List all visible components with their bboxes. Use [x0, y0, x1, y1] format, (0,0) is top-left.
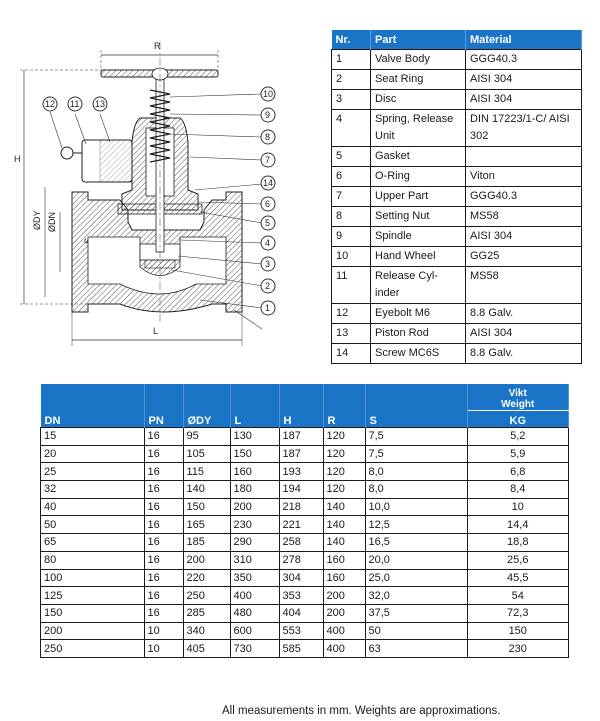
dims-cell-dn: 250	[41, 640, 145, 658]
dims-cell-l: 350	[230, 569, 279, 587]
callout-12	[43, 97, 57, 111]
dims-cell-dy: 165	[183, 516, 230, 534]
dims-cell-dy: 405	[183, 640, 230, 658]
dims-cell-kg: 25,6	[467, 551, 569, 569]
dim-label-dn: ØDN	[47, 212, 57, 232]
dims-cell-pn: 16	[144, 569, 183, 587]
dimensions-table	[40, 384, 569, 658]
parts-row	[332, 50, 582, 70]
dims-cell-s: 10,0	[365, 498, 467, 516]
svg-text:11: 11	[70, 99, 80, 109]
dims-header-dy: ØDY	[183, 384, 230, 428]
parts-row	[332, 207, 582, 227]
parts-cell-material: AISI 304	[466, 90, 582, 110]
dims-cell-h: 194	[279, 481, 323, 499]
dims-cell-s: 50	[365, 622, 467, 640]
parts-cell-material: DIN 17223/1-C/ AISI 302	[466, 110, 582, 147]
parts-cell-part: Spring, Release Unit	[371, 110, 466, 147]
parts-cell-part: Upper Part	[371, 187, 466, 207]
parts-cell-part: Release Cyl- inder	[371, 267, 466, 304]
parts-material-table	[331, 30, 582, 364]
dims-cell-s: 8,0	[365, 481, 467, 499]
svg-text:5: 5	[265, 218, 271, 228]
callout-8	[261, 130, 275, 144]
dims-cell-kg: 8,4	[467, 481, 569, 499]
parts-cell-part: Hand Wheel	[371, 247, 466, 267]
callout-13	[93, 97, 107, 111]
parts-row	[332, 70, 582, 90]
dims-row	[41, 551, 569, 569]
parts-cell-part: Disc	[371, 90, 466, 110]
dims-cell-dn: 150	[41, 604, 145, 622]
dims-cell-pn: 16	[144, 604, 183, 622]
parts-cell-material: MS58	[466, 207, 582, 227]
dims-cell-r: 120	[323, 428, 365, 446]
hand-wheel	[101, 68, 218, 80]
dims-cell-pn: 16	[144, 428, 183, 446]
callout-14	[261, 176, 275, 190]
dims-cell-pn: 16	[144, 481, 183, 499]
parts-cell-num: 10	[332, 247, 371, 267]
dims-cell-r: 140	[323, 534, 365, 552]
dims-cell-l: 150	[230, 445, 279, 463]
callout-11	[68, 97, 82, 111]
dims-cell-r: 400	[323, 622, 365, 640]
svg-text:10: 10	[263, 89, 274, 99]
dims-header-weight	[467, 384, 569, 411]
dims-row	[41, 463, 569, 481]
dims-cell-h: 353	[279, 587, 323, 605]
dims-header-kg: KG	[467, 411, 569, 428]
dims-cell-l: 310	[230, 551, 279, 569]
dims-cell-dy: 185	[183, 534, 230, 552]
dims-cell-dn: 15	[41, 428, 145, 446]
parts-cell-material: 8.8 Galv.	[466, 304, 582, 324]
parts-row	[332, 187, 582, 207]
parts-row	[332, 324, 582, 344]
parts-cell-part: Screw MC6S	[371, 344, 466, 364]
svg-text:1: 1	[265, 303, 271, 313]
parts-cell-material: AISI 304	[466, 70, 582, 90]
svg-text:9: 9	[265, 110, 271, 120]
parts-cell-num: 8	[332, 207, 371, 227]
dims-cell-kg: 72,3	[467, 604, 569, 622]
parts-cell-material: GG25	[466, 247, 582, 267]
dims-cell-s: 7,5	[365, 428, 467, 446]
dims-cell-dy: 115	[183, 463, 230, 481]
dims-cell-dn: 125	[41, 587, 145, 605]
dims-header-dn: DN	[41, 384, 145, 428]
weight-label-weight: Weight	[501, 399, 535, 410]
dims-cell-dn: 32	[41, 481, 145, 499]
svg-text:12: 12	[45, 99, 56, 109]
dims-cell-s: 7,5	[365, 445, 467, 463]
parts-cell-num: 6	[332, 167, 371, 187]
parts-cell-material: AISI 304	[466, 227, 582, 247]
callout-4	[261, 236, 275, 250]
parts-row	[332, 247, 582, 267]
dims-row	[41, 481, 569, 499]
dims-cell-s: 8,0	[365, 463, 467, 481]
parts-cell-material: Viton	[466, 167, 582, 187]
dims-row	[41, 445, 569, 463]
parts-cell-material: GGG40.3	[466, 187, 582, 207]
dims-row	[41, 587, 569, 605]
dims-cell-h: 304	[279, 569, 323, 587]
dims-cell-h: 553	[279, 622, 323, 640]
parts-cell-num: 9	[332, 227, 371, 247]
parts-header-row	[332, 30, 582, 50]
dims-cell-r: 140	[323, 498, 365, 516]
parts-cell-part: Setting Nut	[371, 207, 466, 227]
parts-cell-material: AISI 304	[466, 324, 582, 344]
dims-cell-l: 160	[230, 463, 279, 481]
parts-row	[332, 267, 582, 304]
dim-r	[101, 41, 218, 70]
parts-row	[332, 304, 582, 324]
release-cylinder	[61, 140, 132, 182]
parts-cell-num: 1	[332, 50, 371, 70]
dims-cell-s: 16,5	[365, 534, 467, 552]
dims-cell-r: 400	[323, 640, 365, 658]
dims-cell-dy: 105	[183, 445, 230, 463]
dims-cell-dn: 200	[41, 622, 145, 640]
dims-cell-dy: 150	[183, 498, 230, 516]
dims-cell-l: 600	[230, 622, 279, 640]
dim-label-l: L	[153, 326, 159, 336]
callout-7	[261, 153, 275, 167]
parts-header-nr: Nr.	[332, 30, 371, 50]
dims-cell-l: 480	[230, 604, 279, 622]
dims-header-h: H	[279, 384, 323, 428]
parts-cell-material: 8.8 Galv.	[466, 344, 582, 364]
parts-cell-num: 14	[332, 344, 371, 364]
dims-cell-h: 404	[279, 604, 323, 622]
dims-cell-pn: 10	[144, 640, 183, 658]
dims-row	[41, 622, 569, 640]
dims-cell-h: 218	[279, 498, 323, 516]
dims-row	[41, 498, 569, 516]
parts-cell-material: MS58	[466, 267, 582, 304]
dims-cell-r: 200	[323, 604, 365, 622]
dims-cell-kg: 230	[467, 640, 569, 658]
dims-cell-h: 193	[279, 463, 323, 481]
dims-row	[41, 516, 569, 534]
parts-cell-material: GGG40.3	[466, 50, 582, 70]
dims-cell-kg: 54	[467, 587, 569, 605]
dims-cell-dy: 250	[183, 587, 230, 605]
dims-cell-r: 160	[323, 551, 365, 569]
parts-cell-part: Gasket	[371, 147, 466, 167]
dims-cell-l: 180	[230, 481, 279, 499]
dims-cell-h: 585	[279, 640, 323, 658]
dims-cell-r: 140	[323, 516, 365, 534]
dim-label-r: R	[154, 41, 161, 51]
dims-cell-r: 200	[323, 587, 365, 605]
dims-cell-h: 278	[279, 551, 323, 569]
callout-6	[261, 197, 275, 211]
dims-cell-pn: 10	[144, 622, 183, 640]
dims-cell-l: 130	[230, 428, 279, 446]
parts-cell-num: 11	[332, 267, 371, 304]
parts-row	[332, 110, 582, 147]
dims-cell-dn: 50	[41, 516, 145, 534]
dims-cell-s: 37,5	[365, 604, 467, 622]
parts-header-part: Part	[371, 30, 466, 50]
parts-cell-part: Piston Rod	[371, 324, 466, 344]
callout-2	[261, 279, 275, 293]
dims-cell-r: 160	[323, 569, 365, 587]
dim-l	[72, 312, 242, 346]
dims-cell-dy: 140	[183, 481, 230, 499]
dims-cell-dn: 20	[41, 445, 145, 463]
dims-cell-s: 12,5	[365, 516, 467, 534]
dims-cell-l: 230	[230, 516, 279, 534]
dims-cell-pn: 16	[144, 516, 183, 534]
dims-cell-pn: 16	[144, 445, 183, 463]
svg-text:2: 2	[265, 281, 271, 291]
svg-text:13: 13	[95, 99, 106, 109]
dims-header-pn: PN	[144, 384, 183, 428]
svg-text:8: 8	[265, 132, 271, 142]
dims-cell-kg: 14,4	[467, 516, 569, 534]
valve-cross-section-drawing	[0, 22, 322, 362]
dims-cell-dy: 200	[183, 551, 230, 569]
dims-cell-dn: 65	[41, 534, 145, 552]
dims-header-s: S	[365, 384, 467, 428]
callout-3	[261, 257, 275, 271]
dims-cell-dy: 95	[183, 428, 230, 446]
parts-cell-part: O-Ring	[371, 167, 466, 187]
footnote: All measurements in mm. Weights are approximations.	[222, 705, 501, 717]
parts-row	[332, 167, 582, 187]
svg-text:4: 4	[265, 238, 271, 248]
callout-10	[261, 87, 275, 101]
dims-cell-kg: 5,9	[467, 445, 569, 463]
dims-cell-h: 221	[279, 516, 323, 534]
parts-row	[332, 344, 582, 364]
dim-label-dy: ØDY	[32, 210, 42, 230]
dims-cell-l: 400	[230, 587, 279, 605]
dims-header-l: L	[230, 384, 279, 428]
dims-cell-l: 200	[230, 498, 279, 516]
parts-cell-part: Seat Ring	[371, 70, 466, 90]
dims-cell-r: 120	[323, 463, 365, 481]
callout-1	[261, 301, 275, 315]
svg-text:7: 7	[265, 155, 271, 165]
dims-cell-dy: 340	[183, 622, 230, 640]
dims-cell-s: 32,0	[365, 587, 467, 605]
dims-header-r: R	[323, 384, 365, 428]
dims-cell-dy: 285	[183, 604, 230, 622]
dims-cell-dn: 100	[41, 569, 145, 587]
dims-row	[41, 534, 569, 552]
dims-cell-s: 20,0	[365, 551, 467, 569]
dims-cell-dn: 80	[41, 551, 145, 569]
dims-cell-s: 25,0	[365, 569, 467, 587]
parts-row	[332, 227, 582, 247]
dims-header-row	[41, 384, 569, 411]
weight-label-vikt: Vikt	[508, 388, 527, 399]
parts-cell-num: 5	[332, 147, 371, 167]
dims-row	[41, 569, 569, 587]
dims-cell-h: 187	[279, 428, 323, 446]
dims-cell-h: 258	[279, 534, 323, 552]
dims-row	[41, 428, 569, 446]
dims-cell-l: 730	[230, 640, 279, 658]
dims-cell-kg: 6,8	[467, 463, 569, 481]
svg-text:6: 6	[265, 199, 271, 209]
dims-cell-pn: 16	[144, 534, 183, 552]
parts-cell-num: 13	[332, 324, 371, 344]
dims-cell-s: 63	[365, 640, 467, 658]
svg-text:3: 3	[265, 259, 271, 269]
dims-cell-r: 120	[323, 445, 365, 463]
parts-cell-num: 2	[332, 70, 371, 90]
parts-row	[332, 90, 582, 110]
callout-5	[261, 216, 275, 230]
parts-cell-part: Spindle	[371, 227, 466, 247]
dims-cell-dn: 40	[41, 498, 145, 516]
dims-cell-dn: 25	[41, 463, 145, 481]
parts-cell-part: Valve Body	[371, 50, 466, 70]
dims-cell-h: 187	[279, 445, 323, 463]
dims-row	[41, 604, 569, 622]
svg-text:14: 14	[263, 178, 274, 188]
dims-cell-pn: 16	[144, 587, 183, 605]
dims-cell-kg: 150	[467, 622, 569, 640]
dims-cell-pn: 16	[144, 498, 183, 516]
parts-row	[332, 147, 582, 167]
dims-cell-pn: 16	[144, 551, 183, 569]
dims-cell-l: 290	[230, 534, 279, 552]
dims-cell-kg: 10	[467, 498, 569, 516]
parts-cell-part: Eyebolt M6	[371, 304, 466, 324]
parts-cell-num: 7	[332, 187, 371, 207]
dims-cell-kg: 5,2	[467, 428, 569, 446]
dim-label-h: H	[14, 154, 21, 164]
parts-cell-num: 4	[332, 110, 371, 147]
parts-cell-num: 12	[332, 304, 371, 324]
dims-cell-dy: 220	[183, 569, 230, 587]
callout-9	[261, 108, 275, 122]
parts-cell-material	[466, 147, 582, 167]
parts-header-material: Material	[466, 30, 582, 50]
dims-row	[41, 640, 569, 658]
dims-cell-pn: 16	[144, 463, 183, 481]
parts-cell-num: 3	[332, 90, 371, 110]
dims-cell-r: 120	[323, 481, 365, 499]
dims-cell-kg: 45,5	[467, 569, 569, 587]
dims-cell-kg: 18,8	[467, 534, 569, 552]
